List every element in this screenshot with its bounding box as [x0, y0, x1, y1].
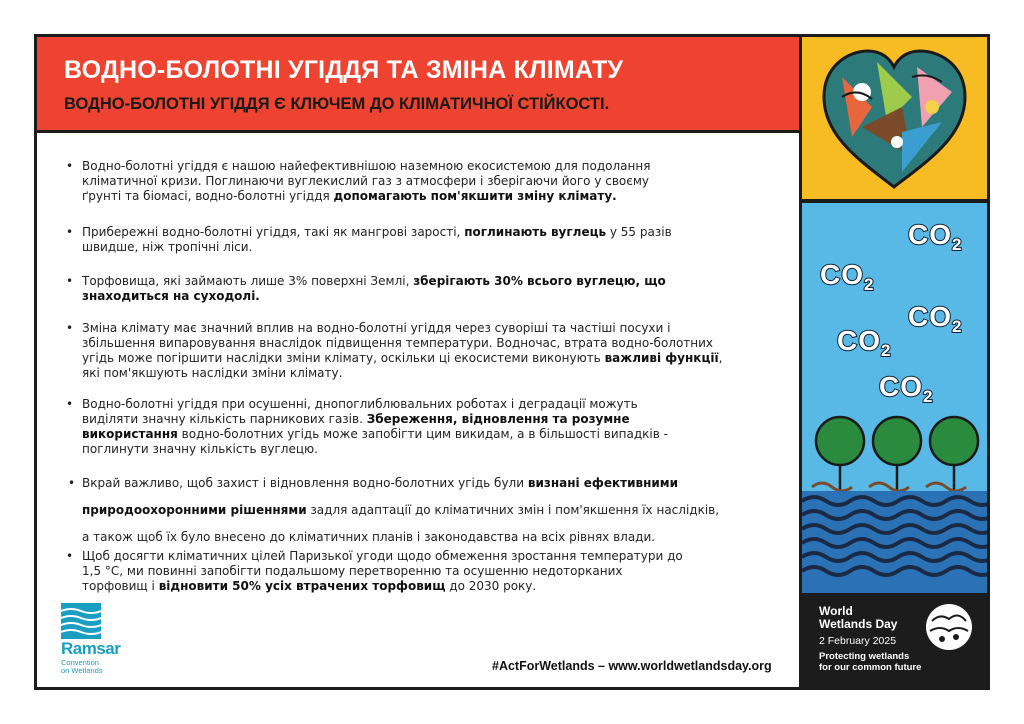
main-panel	[37, 37, 799, 687]
text-line: а також щоб їх було внесено до кліматичних планів і законодавства на всіх рівнях влади.	[82, 530, 656, 544]
bullet-dot: •	[66, 397, 74, 411]
ramsar-wordmark: Ramsar	[61, 639, 121, 658]
sidebar-illustration	[802, 37, 987, 687]
text-line: поглинути значну кількість вуглецю.	[82, 442, 318, 456]
page-title: ВОДНО-БОЛОТНІ УГІДДЯ ТА ЗМІНА КЛІМАТУ	[64, 56, 624, 84]
text-line: кліматичної кризи. Поглинаючи вуглекислий газ з атмосфери і зберігаючи його у своєму	[82, 174, 649, 188]
bullet-dot: •	[66, 549, 74, 563]
co2-label: $CO_2$	[837, 325, 892, 360]
bullet-3	[66, 274, 666, 304]
text-line: Щоб досягти кліматичних цілей Паризької угоди щодо обмеження зростання температури до	[82, 549, 683, 563]
text-line: ґрунті та біомасі, водно-болотні угіддя допомагають пом'якшити зміну клімату.	[82, 189, 617, 203]
text-line: Торфовища, які займають лише 3% поверхні Землі, зберігають 30% всього вуглецю, що	[82, 274, 666, 288]
text-line: швидше, ніж тропічні ліси.	[82, 240, 253, 254]
wwd-title: World Wetlands Day	[819, 604, 898, 631]
trees-water-icon	[802, 413, 987, 593]
co2-label: $CO_2$	[908, 301, 963, 336]
bullet-dot: •	[66, 225, 74, 239]
bullet-1	[66, 159, 651, 204]
bullet-4	[66, 321, 723, 381]
footer-hashtag-url[interactable]: #ActForWetlands – www.worldwetlandsday.org	[492, 659, 772, 673]
bullet-7	[66, 549, 683, 594]
bullet-dot: •	[66, 159, 74, 173]
co2-label: $CO_2$	[908, 219, 963, 254]
text-line: природоохоронними рішеннями задля адаптації до кліматичних змін і пом'якшення їх наслідків,	[82, 503, 720, 517]
wwd-globe-icon	[918, 601, 980, 653]
text-line: Водно-болотні угіддя при осушенні, днопоглиблювальних роботах і деградації можуть	[82, 397, 638, 411]
text-line: 1,5 °С, ми повинні запобігти подальшому перетворенню та осушенню недоторканих	[82, 564, 623, 578]
bullet-dot: •	[66, 274, 74, 288]
world-wetlands-day-badge	[802, 597, 987, 687]
text-line: торфовищ і відновити 50% усіх втрачених торфовищ до 2030 року.	[82, 579, 537, 593]
ramsar-waves-icon	[61, 603, 101, 639]
heart-illustration-icon	[802, 37, 987, 199]
poster-frame	[34, 34, 990, 690]
header-banner	[37, 37, 799, 130]
header-divider	[37, 130, 799, 133]
page-subtitle: ВОДНО-БОЛОТНІ УГІДДЯ Є КЛЮЧЕМ ДО КЛІМАТИЧНОЇ СТІЙКОСТІ.	[64, 95, 610, 113]
wwd-tagline: Protecting wetlands for our common future	[819, 651, 922, 673]
text-line: Зміна клімату має значний вплив на водно-болотні угіддя через суворіші та частіші посухи і	[82, 321, 671, 335]
text-line: використання водно-болотних угідь може запобігти цим викидам, а в більшості випадків -	[82, 427, 668, 441]
text-line: Вкрай важливо, щоб захист і відновлення водно-болотних угідь були визнані ефективними	[82, 476, 678, 490]
text-line: Водно-болотні угіддя є нашою найефективнішою наземною екосистемою для подолання	[82, 159, 651, 173]
text-line: збільшення випаровування внаслідок підвищення температури. Водночас, втрата водно-болотних	[82, 336, 714, 350]
co2-label: $CO_2$	[820, 259, 875, 294]
wwd-date: 2 February 2025	[819, 635, 897, 647]
bullet-5	[66, 397, 668, 457]
text-line: Прибережні водно-болотні угіддя, такі як мангрові зарості, поглинають вуглець у 55 разів	[82, 225, 672, 239]
ramsar-subtitle: Convention on Wetlands	[61, 658, 103, 675]
co2-sky-panel	[802, 203, 987, 593]
co2-label: $CO_2$	[879, 371, 934, 406]
text-line: знаходиться на суходолі.	[82, 289, 260, 303]
ramsar-logo	[61, 603, 151, 679]
bullet-6	[68, 470, 720, 551]
bullet-dot: •	[68, 476, 76, 490]
text-line: які пом'якшують наслідки зміни клімату.	[82, 366, 343, 380]
heart-panel	[802, 37, 987, 199]
bullet-dot: •	[66, 321, 74, 335]
bullet-2	[66, 225, 672, 255]
text-line: угідь може погіршити наслідки зміни клімату, оскільки ці екосистеми виконують важливі функції,	[82, 351, 723, 365]
text-line: виділяти значну кількість парникових газів. Збереження, відновлення та розумне	[82, 412, 630, 426]
